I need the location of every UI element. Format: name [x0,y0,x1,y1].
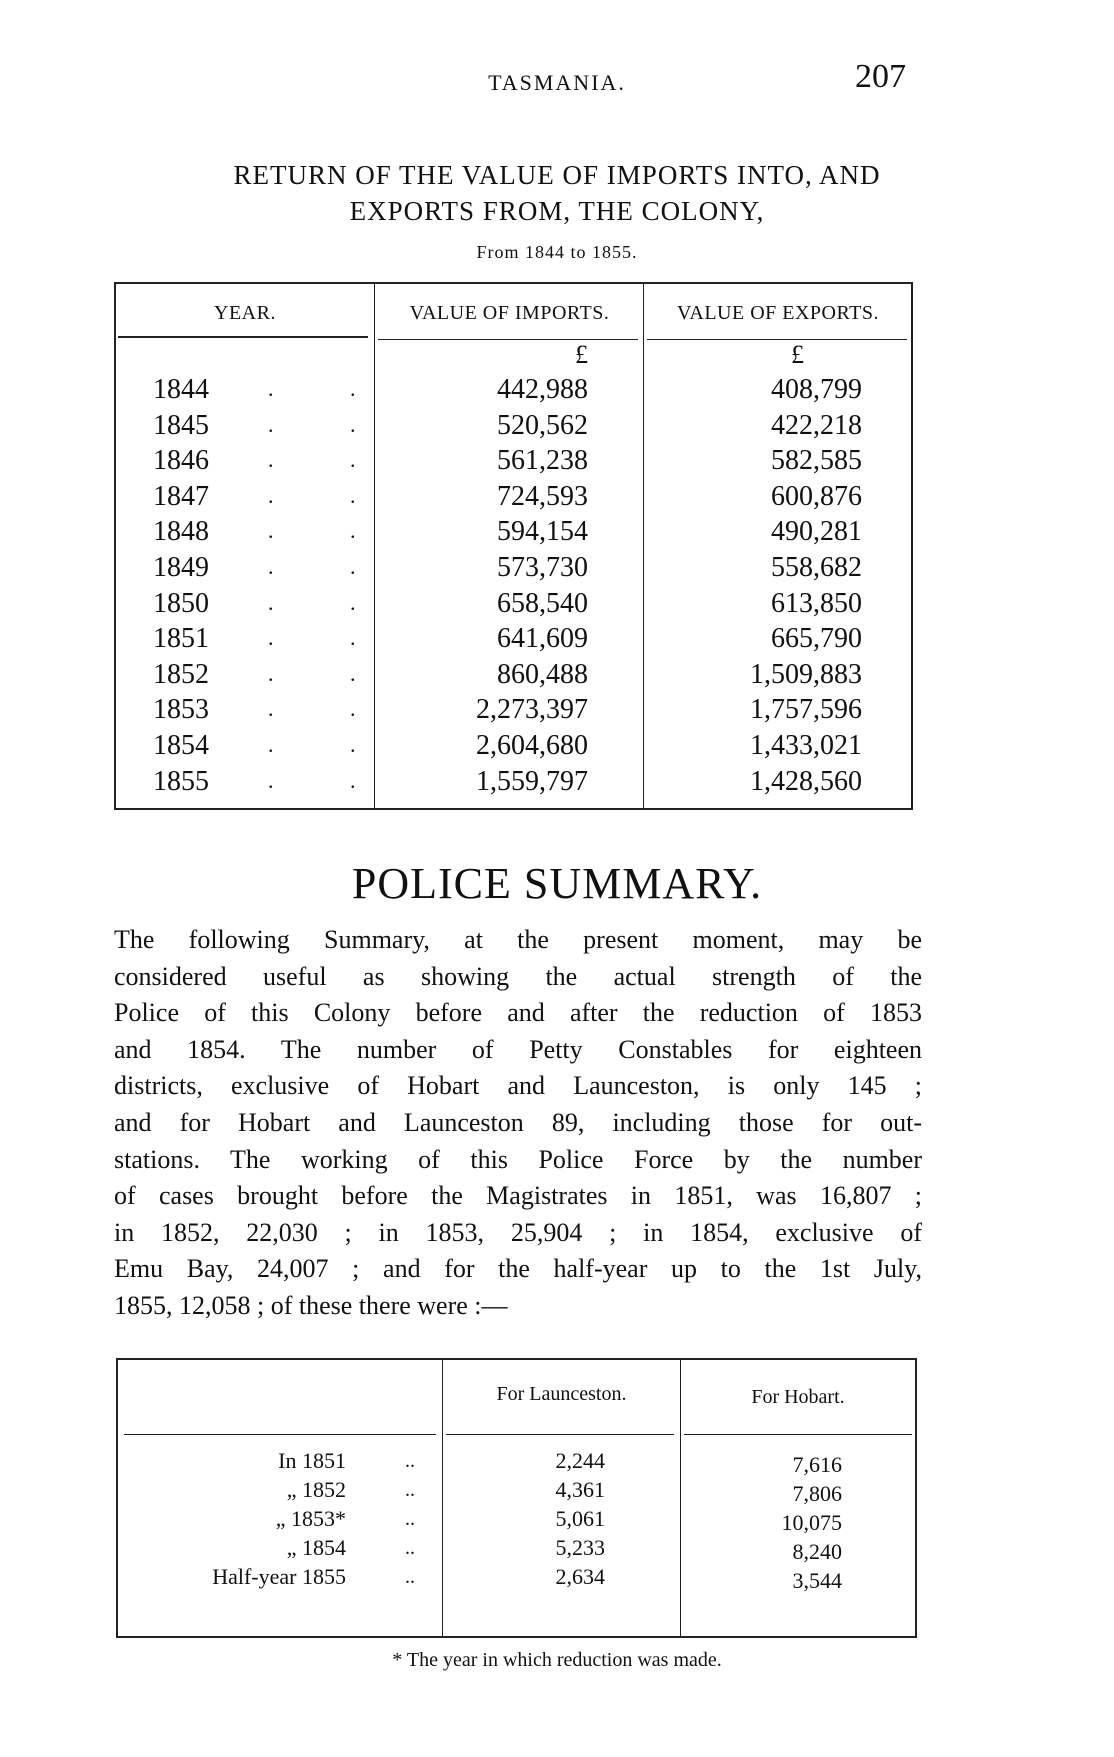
row-leader-dot: . [350,696,356,721]
paragraph-line: considered useful as showing the actual strength of the [114,962,922,991]
row-year: 1850 [153,588,209,619]
cases-hobart-header-rule [684,1434,912,1435]
row-year: 1854 [153,730,209,761]
paragraph-line: in 1852, 22,030 ; in 1853, 25,904 ; in 1854, exclusive of [114,1218,922,1247]
cases-row-label: In 1851 [278,1448,346,1473]
cases-row-hobart: 3,544 [792,1568,842,1593]
row-imports-value: 442,988 [497,374,588,405]
cases-row-leader-dots: .. [405,1508,415,1530]
cases-row-launceston: 4,361 [555,1477,605,1502]
year-header-rule [118,336,368,338]
row-leader-dot: . [350,447,356,472]
cases-row-hobart: 8,240 [792,1539,842,1564]
row-exports-value: 408,799 [771,374,862,405]
row-year: 1848 [153,516,209,547]
row-leader-dot: . [350,732,356,757]
paragraph-line: and 1854. The number of Petty Constables for eighteen [114,1035,922,1064]
row-exports-value: 613,850 [771,588,862,619]
row-leader-dot: . [268,732,274,757]
row-year: 1846 [153,445,209,476]
row-leader-dot: . [350,768,356,793]
paragraph-line: Police of this Colony before and after the reduction of 1853 [114,998,922,1027]
row-leader-dot: . [268,376,274,401]
row-leader-dot: . [350,483,356,508]
row-exports-value: 1,428,560 [750,766,862,797]
cases-row-launceston: 5,233 [555,1535,605,1560]
paragraph-line: The following Summary, at the present moment, may be [114,925,922,954]
row-leader-dot: . [350,518,356,543]
table-top-rule [114,282,912,284]
exports-currency: £ [791,340,804,369]
cases-row-launceston: 5,061 [555,1506,605,1531]
row-exports-value: 558,682 [771,552,862,583]
cases-label-header-rule [124,1434,436,1435]
row-leader-dot: . [268,412,274,437]
return-title-line-2: EXPORTS FROM, THE COLONY, [349,196,765,226]
cases-row-leader-dots: .. [405,1450,415,1472]
row-year: 1853 [153,694,209,725]
row-leader-dot: . [350,554,356,579]
row-leader-dot: . [268,625,274,650]
header-for-launceston: For Launceston. [496,1383,627,1405]
row-leader-dot: . [268,518,274,543]
running-head: TASMANIA. [488,70,626,95]
table-bottom-rule [114,808,912,810]
row-imports-value: 2,604,680 [476,730,588,761]
cases-left-rule [116,1358,118,1638]
cases-row-launceston: 2,244 [555,1448,605,1473]
paragraph-line: and for Hobart and Launceston 89, including those for out- [114,1108,922,1137]
row-imports-value: 860,488 [497,659,588,690]
row-year: 1855 [153,766,209,797]
cases-right-rule [915,1358,917,1638]
row-exports-value: 1,757,596 [750,694,862,725]
paragraph-line: of cases brought before the Magistrates in 1851, was 16,807 ; [114,1181,922,1210]
row-leader-dot: . [268,447,274,472]
row-year: 1849 [153,552,209,583]
row-imports-value: 594,154 [497,516,588,547]
row-imports-value: 2,273,397 [476,694,588,725]
row-exports-value: 422,218 [771,410,862,441]
cases-row-leader-dots: .. [405,1566,415,1588]
cases-row-label: „ 1852 [286,1477,346,1502]
row-year: 1844 [153,374,209,405]
row-exports-value: 600,876 [771,481,862,512]
table-column-rule-1 [374,282,375,810]
row-leader-dot: . [268,554,274,579]
row-leader-dot: . [350,661,356,686]
row-imports-value: 573,730 [497,552,588,583]
row-imports-value: 1,559,797 [476,766,588,797]
cases-row-label: „ 1854 [286,1535,346,1560]
row-leader-dot: . [268,768,274,793]
header-imports: VALUE OF IMPORTS. [409,302,610,324]
cases-row-label: „ 1853* [275,1506,346,1531]
paragraph-line: Emu Bay, 24,007 ; and for the half-year up to the 1st July, [114,1254,922,1283]
table-left-rule [114,282,116,810]
imports-currency: £ [575,340,588,369]
row-year: 1845 [153,410,209,441]
row-leader-dot: . [350,590,356,615]
row-exports-value: 665,790 [771,623,862,654]
cases-launceston-header-rule [446,1434,674,1435]
cases-row-hobart: 7,806 [792,1481,842,1506]
row-imports-value: 561,238 [497,445,588,476]
table-right-rule [911,282,913,810]
cases-bottom-rule [116,1636,916,1638]
row-exports-value: 490,281 [771,516,862,547]
row-year: 1851 [153,623,209,654]
header-for-hobart: For Hobart. [751,1386,845,1408]
cases-row-launceston: 2,634 [555,1564,605,1589]
cases-row-hobart: 7,616 [792,1452,842,1477]
cases-row-label: Half-year 1855 [212,1564,346,1589]
row-exports-value: 1,509,883 [750,659,862,690]
paragraph-line: 1855, 12,058 ; of these there were :— [114,1291,508,1320]
footnote: * The year in which reduction was made. [392,1649,722,1671]
row-year: 1847 [153,481,209,512]
row-exports-value: 1,433,021 [750,730,862,761]
cases-top-rule [116,1358,916,1360]
row-imports-value: 658,540 [497,588,588,619]
return-subtitle: From 1844 to 1855. [476,242,638,262]
return-title-line-1: RETURN OF THE VALUE OF IMPORTS INTO, AND [233,160,881,190]
row-leader-dot: . [268,661,274,686]
row-leader-dot: . [268,590,274,615]
cases-row-leader-dots: .. [405,1479,415,1501]
header-exports: VALUE OF EXPORTS. [677,302,879,324]
row-imports-value: 520,562 [497,410,588,441]
row-year: 1852 [153,659,209,690]
police-summary-title: POLICE SUMMARY. [351,859,763,908]
row-leader-dot: . [268,696,274,721]
row-leader-dot: . [268,483,274,508]
paragraph-line: stations. The working of this Police Force by the number [114,1145,922,1174]
header-year: YEAR. [214,302,276,324]
paragraph-line: districts, exclusive of Hobart and Launceston, is only 145 ; [114,1071,922,1100]
row-imports-value: 724,593 [497,481,588,512]
row-leader-dot: . [350,412,356,437]
cases-row-hobart: 10,075 [781,1510,842,1535]
page-number: 207 [855,58,906,95]
row-exports-value: 582,585 [771,445,862,476]
row-imports-value: 641,609 [497,623,588,654]
cases-row-leader-dots: .. [405,1537,415,1559]
row-leader-dot: . [350,625,356,650]
row-leader-dot: . [350,376,356,401]
